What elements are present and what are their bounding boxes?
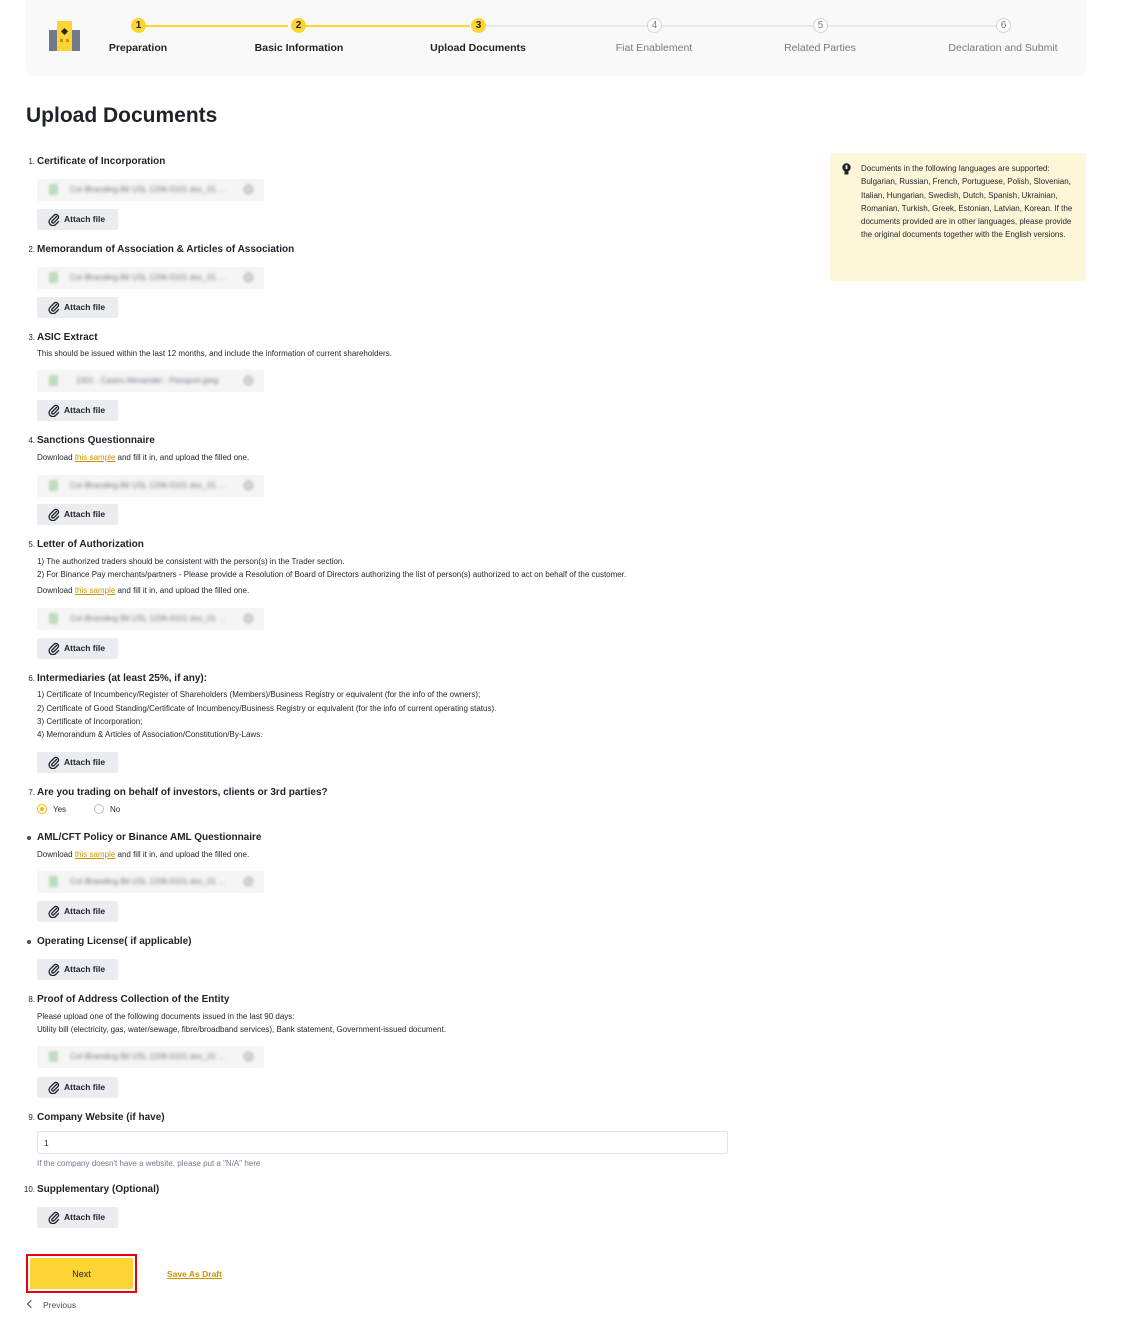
file-icon [49, 480, 58, 491]
attach-file-label: Attach file [64, 964, 106, 974]
file-name: Col iBranding Bit USL 1206-0101 doc_01 ... [70, 273, 225, 282]
paperclip-icon [48, 508, 60, 521]
download-suffix: and fill it in, and upload the filled one. [117, 850, 250, 859]
paperclip-icon [48, 301, 60, 314]
attach-file-label: Attach file [64, 302, 106, 312]
section-title-intermediaries: Intermediaries (at least 25%, if any): [37, 673, 208, 684]
section-description-line: 3) Certificate of Incorporation; [37, 717, 143, 726]
step-connector [661, 25, 813, 27]
step-connector [827, 25, 996, 27]
section-title-operating-license: Operating License( if applicable) [37, 936, 192, 947]
company-building-icon [49, 21, 80, 51]
attach-file-button[interactable] [37, 752, 118, 773]
attach-file-button[interactable] [37, 1077, 118, 1098]
yes-radio-label: Yes [53, 805, 67, 814]
stepper [26, 0, 1086, 76]
file-name: Col iBranding Bit USL 1206-0101 doc_01 ... [70, 481, 225, 490]
attach-file-button[interactable] [37, 1207, 118, 1228]
section-description-line: 2) Certificate of Good Standing/Certificate of Incumbency/Business Registry or equivalent (for the info of current operating status). [37, 704, 497, 713]
section-title-supplementary: Supplementary (Optional) [37, 1184, 160, 1195]
paperclip-icon [48, 404, 60, 417]
uploaded-file[interactable] [37, 871, 264, 893]
no-radio-label: No [110, 805, 121, 814]
step-3-label: Upload Documents [430, 42, 526, 54]
file-name: Col iBranding Bit USL 1206-0101 doc_01 ... [70, 614, 225, 623]
attach-file-button[interactable] [37, 504, 118, 525]
section-title-company-website: Company Website (if have) [37, 1112, 165, 1123]
file-name: Col iBranding Bit USL 1206-0101 doc_01 ... [70, 877, 225, 886]
paperclip-icon [48, 756, 60, 769]
step-connector [146, 25, 288, 27]
download-prefix: Download [37, 586, 73, 595]
section-number: 5. [28, 540, 35, 549]
uploaded-file[interactable] [37, 475, 264, 497]
info-text: Documents in the following languages are supported: Bulgarian, Russian, French, Portuguese, Polish, Slovenian, Italian, Hungarian, Swedish, Dutch, Spanish, Ukrainian, Romanian, Turkish, Greek, Estonian, Latvian, Korean. If the documents provided are in other languages, please provide the original documents together with the English versions. [861, 164, 1073, 240]
download-prefix: Download [37, 850, 73, 859]
step-connector [306, 25, 470, 27]
section-title-proof-of-address: Proof of Address Collection of the Entity [37, 994, 230, 1005]
section-title-aml-policy: AML/CFT Policy or Binance AML Questionnaire [37, 832, 262, 843]
step-2-label: Basic Information [254, 42, 344, 54]
no-radio[interactable] [94, 804, 104, 814]
attach-file-button[interactable] [37, 638, 118, 659]
attach-file-button[interactable] [37, 959, 118, 980]
remove-file-icon[interactable] [243, 613, 254, 624]
company-website-input[interactable] [37, 1131, 728, 1154]
section-number: 10. [23, 1185, 35, 1194]
download-prefix: Download [37, 453, 73, 462]
file-name: Col iBranding Bit USL 1206-0101 doc_01 ... [70, 1052, 225, 1061]
remove-file-icon[interactable] [243, 480, 254, 491]
step-4-indicator: 4 [647, 18, 662, 33]
yes-radio[interactable] [37, 804, 47, 814]
paperclip-icon [48, 213, 60, 226]
file-name: 1001 - Castro Alexander - Passport.jpeg [76, 376, 219, 385]
remove-file-icon[interactable] [243, 184, 254, 195]
section-description-line: Utility bill (electricity, gas, water/sewage, fibre/broadband services), Bank statement, Government-issued document. [37, 1025, 446, 1034]
section-description-line: 2) For Binance Pay merchants/partners - Please provide a Resolution of Board of Directors authorizing the list of person(s) authorized to act on behalf of the customer. [37, 570, 627, 579]
file-icon [49, 1051, 58, 1062]
section-number: 9. [28, 1113, 35, 1122]
previous-link[interactable] [28, 1300, 76, 1310]
section-title-certificate-of-incorporation: Certificate of Incorporation [37, 156, 166, 167]
bullet-dot [27, 940, 31, 944]
file-name: Col iBranding Bit USL 1206-0101 doc_01 ... [70, 185, 225, 194]
step-5-indicator: 5 [813, 18, 828, 33]
section-description-line: 4) Memorandum & Articles of Association/Constitution/By-Laws. [37, 730, 263, 739]
uploaded-file[interactable] [37, 179, 264, 201]
save-as-draft-link[interactable]: Save As Draft [167, 1269, 222, 1279]
paperclip-icon [48, 1211, 60, 1224]
website-hint: If the company doesn't have a website, please put a "N/A" here [37, 1159, 261, 1168]
step-2-indicator: 2 [291, 18, 306, 33]
remove-file-icon[interactable] [243, 272, 254, 283]
uploaded-file[interactable] [37, 267, 264, 289]
download-sample-text [37, 453, 249, 462]
file-icon [49, 375, 58, 386]
uploaded-file[interactable] [37, 1046, 264, 1068]
chevron-left-icon [27, 1300, 35, 1308]
attach-file-label: Attach file [64, 643, 106, 653]
attach-file-label: Attach file [64, 1212, 106, 1222]
remove-file-icon[interactable] [243, 876, 254, 887]
section-number: 6. [28, 674, 35, 683]
paperclip-icon [48, 905, 60, 918]
download-suffix: and fill it in, and upload the filled one. [117, 586, 250, 595]
section-description: This should be issued within the last 12 months, and include the information of current shareholders. [37, 349, 392, 358]
attach-file-label: Attach file [64, 906, 106, 916]
step-1-label: Preparation [108, 42, 168, 54]
section-title-asic-extract: ASIC Extract [37, 332, 98, 343]
sample-link[interactable]: this sample [74, 586, 116, 595]
download-sample-text [37, 850, 249, 859]
section-number: 3. [28, 333, 35, 342]
attach-file-label: Attach file [64, 405, 106, 415]
attach-file-label: Attach file [64, 757, 106, 767]
sample-link[interactable]: this sample [74, 850, 116, 859]
section-number: 2. [28, 245, 35, 254]
page-title: Upload Documents [26, 104, 218, 127]
attach-file-button[interactable] [37, 400, 118, 421]
attach-file-label: Attach file [64, 214, 106, 224]
section-title-trading-on-behalf: Are you trading on behalf of investors, clients or 3rd parties? [37, 787, 328, 798]
section-description-line: 1) The authorized traders should be consistent with the person(s) in the Trader section. [37, 557, 345, 566]
bullet-dot [27, 836, 31, 840]
section-number: 4. [28, 436, 35, 445]
section-description-line: 1) Certificate of Incumbency/Register of Shareholders (Members)/Business Registry or equivalent (for the info of the owners); [37, 690, 481, 699]
section-number: 7. [28, 788, 35, 797]
language-info-box [830, 153, 1086, 281]
section-title-memorandum: Memorandum of Association & Articles of Association [37, 244, 295, 255]
step-5-label: Related Parties [784, 42, 856, 54]
attach-file-label: Attach file [64, 1082, 106, 1092]
attach-file-label: Attach file [64, 509, 106, 519]
lightbulb-icon [841, 163, 852, 175]
remove-file-icon[interactable] [243, 1051, 254, 1062]
download-suffix: and fill it in, and upload the filled one. [117, 453, 250, 462]
step-6-indicator: 6 [996, 18, 1011, 33]
sample-link[interactable]: this sample [74, 453, 116, 462]
download-sample-text [37, 586, 249, 595]
file-icon [49, 613, 58, 624]
section-number: 1. [28, 157, 35, 166]
step-4-label: Fiat Enablement [615, 42, 693, 54]
section-title-letter-of-authorization: Letter of Authorization [37, 539, 144, 550]
section-description-line: Please upload one of the following documents issued in the last 90 days: [37, 1012, 295, 1021]
attach-file-button[interactable] [37, 901, 118, 922]
step-6-label: Declaration and Submit [948, 42, 1058, 54]
file-icon [49, 184, 58, 195]
step-3-indicator: 3 [471, 18, 486, 33]
uploaded-file[interactable] [37, 370, 264, 392]
paperclip-icon [48, 1081, 60, 1094]
paperclip-icon [48, 963, 60, 976]
file-icon [49, 272, 58, 283]
attach-file-button[interactable] [37, 297, 118, 318]
section-number: 8. [28, 995, 35, 1004]
previous-label: Previous [43, 1300, 77, 1310]
attach-file-button[interactable] [37, 209, 118, 230]
file-icon [49, 876, 58, 887]
remove-file-icon[interactable] [243, 375, 254, 386]
step-connector [486, 25, 647, 27]
uploaded-file[interactable] [37, 608, 264, 630]
paperclip-icon [48, 642, 60, 655]
next-button[interactable]: Next [30, 1258, 133, 1289]
section-title-sanctions-questionnaire: Sanctions Questionnaire [37, 435, 155, 446]
step-1-indicator: 1 [131, 18, 146, 33]
